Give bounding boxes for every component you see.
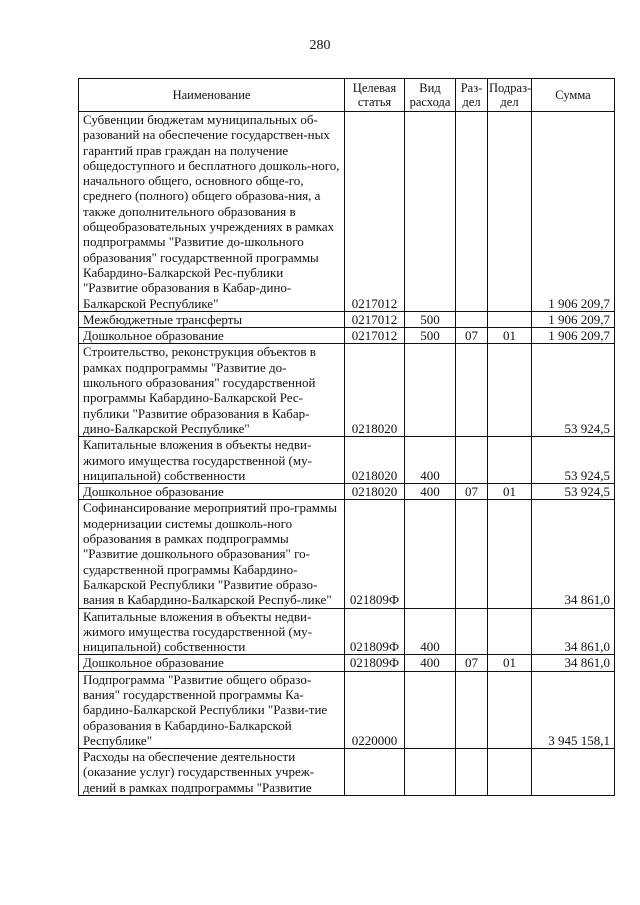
row-name: Дошкольное образование: [79, 655, 345, 671]
row-name: Субвенции бюджетам муниципальных об-разований на обеспечение государствен-ных гарантий прав граждан на получение общедоступного и бесплатного дошколь-ного, начального общего, основного обще-го, среднего (полного) общего образова-ния, а также дополнительного образования в общеобразовательных учреждениях в рамках подпрограммы "Развитие до-школьного образования" государственной программы Кабардино-Балкарской Рес-публики "Развитие образования в Кабар-дино-Балкарской Республике": [79, 112, 345, 312]
row-amount: 53 924,5: [532, 484, 615, 500]
row-subsection: [488, 311, 532, 327]
row-subsection: [488, 500, 532, 608]
table-row: [79, 671, 615, 748]
row-expense-type: [405, 112, 456, 312]
row-section: 07: [456, 484, 488, 500]
row-name: Дошкольное образование: [79, 328, 345, 344]
row-name: Межбюджетные трансферты: [79, 311, 345, 327]
row-amount: 53 924,5: [532, 344, 615, 437]
row-target-item: 0217012: [345, 328, 405, 344]
row-target-item: 021809Ф: [345, 608, 405, 655]
table-row: [79, 328, 615, 344]
row-subsection: 01: [488, 328, 532, 344]
row-subsection: [488, 671, 532, 748]
row-name: Софинансирование мероприятий про-граммы модернизации системы дошколь-ного образования в рамках подпрограммы "Развитие дошкольного образования" го-сударственной программы Кабардино-Балкарской Республики "Развитие образо-вания в Кабардино-Балкарской Респуб-лике": [79, 500, 345, 608]
header-target-item: Целевая статья: [345, 79, 405, 112]
row-target-item: 0220000: [345, 671, 405, 748]
row-section: [456, 112, 488, 312]
table-header-row: [79, 79, 615, 112]
table-row: [79, 655, 615, 671]
row-amount: 34 861,0: [532, 500, 615, 608]
table-row: [79, 608, 615, 655]
row-expense-type: [405, 671, 456, 748]
row-target-item: [345, 749, 405, 796]
header-amount: Сумма: [532, 79, 615, 112]
row-subsection: 01: [488, 484, 532, 500]
budget-table: [78, 78, 615, 796]
row-subsection: [488, 437, 532, 484]
row-subsection: [488, 344, 532, 437]
row-amount: 53 924,5: [532, 437, 615, 484]
row-name: Капитальные вложения в объекты недви-жимого имущества государственной (му-ниципальной) собственности: [79, 608, 345, 655]
row-target-item: 0218020: [345, 344, 405, 437]
row-section: [456, 608, 488, 655]
row-target-item: 0217012: [345, 311, 405, 327]
row-section: [456, 344, 488, 437]
row-subsection: 01: [488, 655, 532, 671]
row-amount: 1 906 209,7: [532, 328, 615, 344]
row-target-item: 021809Ф: [345, 500, 405, 608]
row-expense-type: [405, 344, 456, 437]
row-expense-type: [405, 749, 456, 796]
row-subsection: [488, 749, 532, 796]
row-expense-type: 400: [405, 655, 456, 671]
table-row: [79, 749, 615, 796]
table-row: [79, 311, 615, 327]
row-expense-type: 500: [405, 328, 456, 344]
row-amount: 1 906 209,7: [532, 311, 615, 327]
row-section: [456, 311, 488, 327]
row-target-item: 0218020: [345, 437, 405, 484]
table-row: [79, 112, 615, 312]
header-section: Раз-дел: [456, 79, 488, 112]
table-row: [79, 484, 615, 500]
row-amount: 34 861,0: [532, 608, 615, 655]
row-section: [456, 749, 488, 796]
table-row: [79, 437, 615, 484]
row-subsection: [488, 608, 532, 655]
row-expense-type: [405, 500, 456, 608]
row-amount: [532, 749, 615, 796]
header-expense-type: Вид расхода: [405, 79, 456, 112]
row-section: [456, 500, 488, 608]
row-target-item: 021809Ф: [345, 655, 405, 671]
row-section: 07: [456, 328, 488, 344]
row-name: Подпрограмма "Развитие общего образо-вания" государственной программы Ка-бардино-Балкарской Республики "Разви-тие образования в Кабардино-Балкарской Республике": [79, 671, 345, 748]
row-amount: 34 861,0: [532, 655, 615, 671]
row-name: Капитальные вложения в объекты недви-жимого имущества государственной (му-ниципальной) собственности: [79, 437, 345, 484]
page-number: 280: [309, 38, 331, 53]
row-name: Расходы на обеспечение деятельности (оказание услуг) государственных учреж-дений в рамках подпрограммы "Развитие: [79, 749, 345, 796]
row-section: [456, 671, 488, 748]
row-target-item: 0217012: [345, 112, 405, 312]
row-expense-type: 400: [405, 608, 456, 655]
row-section: 07: [456, 655, 488, 671]
row-expense-type: 400: [405, 484, 456, 500]
table-row: [79, 500, 615, 608]
row-amount: 3 945 158,1: [532, 671, 615, 748]
row-subsection: [488, 112, 532, 312]
row-target-item: 0218020: [345, 484, 405, 500]
row-name: Строительство, реконструкция объектов в рамках подпрограммы "Развитие до-школьного образования" государственной программы Кабардино-Балкарской Рес-публики "Развитие образования в Кабар-дино-Балкарской Республике": [79, 344, 345, 437]
row-section: [456, 437, 488, 484]
header-name: Наименование: [79, 79, 345, 112]
header-subsection: Подраз-дел: [488, 79, 532, 112]
row-name: Дошкольное образование: [79, 484, 345, 500]
row-amount: 1 906 209,7: [532, 112, 615, 312]
row-expense-type: 500: [405, 311, 456, 327]
table-row: [79, 344, 615, 437]
row-expense-type: 400: [405, 437, 456, 484]
